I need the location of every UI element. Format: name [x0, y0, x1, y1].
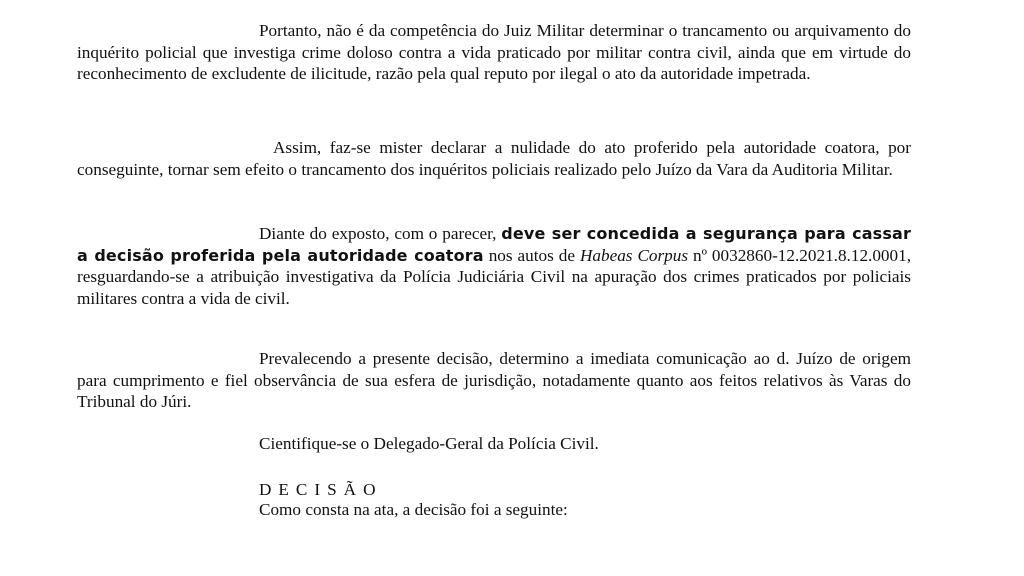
dispositivo-lead: Diante do exposto, com o parecer,	[259, 224, 502, 243]
dispositivo-bold: deve ser concedida a segurança para cassar a decisão proferida pela autoridade coatora	[77, 224, 911, 265]
line-consta: Como consta na ata, a decisão foi a seguinte:	[259, 500, 568, 519]
line-cientifique: Cientifique-se o Delegado-Geral da Polícia Civil.	[259, 434, 599, 453]
dispositivo-italic: Habeas Corpus	[579, 245, 689, 265]
paragraph-competencia: Portanto, não é da competência do Juiz Militar determinar o trancamento ou arquivamento do inquérito policial que investiga crime doloso contra a vida praticado por militar contra civil, ainda que em virtude do reconhecimento de excludente de ilicitude, razão pela qual reputo por ilegal o ato da autoridade impetrada.	[77, 21, 911, 83]
paragraph-dispositivo	[77, 223, 911, 309]
paragraph-comunicacao: Prevalecendo a presente decisão, determino a imediata comunicação ao d. Juízo de origem para cumprimento e fiel observância de sua esfera de jurisdição, notadamente quanto aos feitos relativos às Varas do Tribunal do Júri.	[77, 349, 911, 411]
dispositivo-mid: nos autos de	[483, 245, 580, 265]
paragraph-nulidade: Assim, faz-se mister declarar a nulidade do ato proferido pela autoridade coatora, por conseguinte, tornar sem efeito o trancamento dos inquéritos policiais realizado pelo Juízo da Vara da Auditoria Militar.	[77, 138, 911, 179]
dispositivo-tail: nº 0032860-12.2021.8.12.0001, resguardando-se a atribuição investigativa da Polícia Judiciária Civil na apuração dos crimes praticados por policiais militares contra a vida de civil.	[77, 245, 912, 308]
heading-decisao: DECISÃO	[259, 480, 383, 499]
